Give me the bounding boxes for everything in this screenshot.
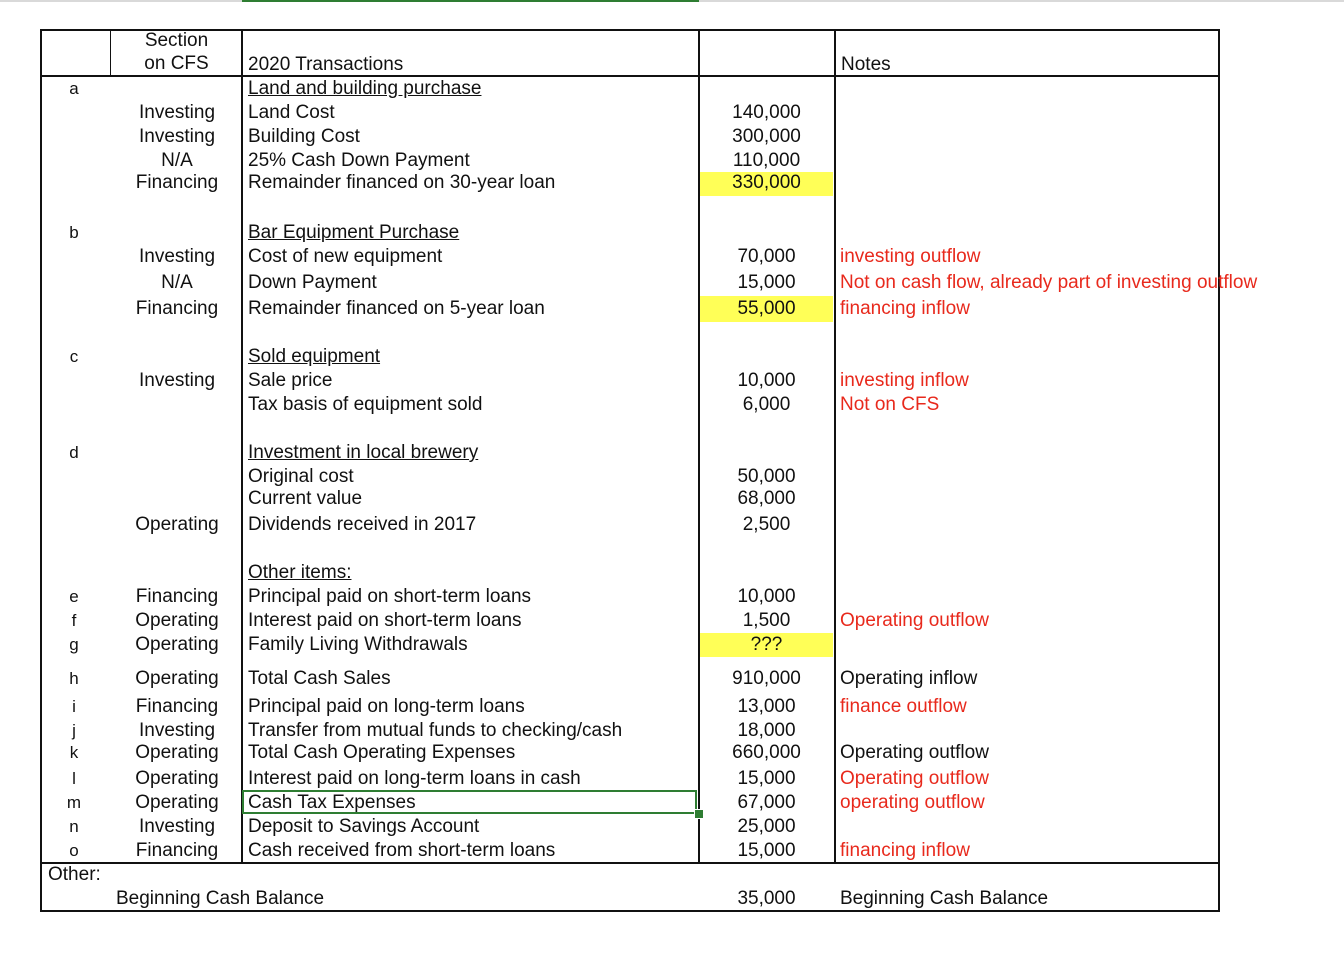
amount-cell[interactable]: 110,000 — [732, 150, 801, 171]
row-letter: o — [69, 841, 79, 860]
note-cell[interactable]: finance outflow — [840, 696, 967, 717]
row-letter: j — [72, 721, 76, 740]
description-cell[interactable]: Sale price — [248, 370, 333, 391]
description-cell[interactable]: Remainder financed on 30-year loan — [248, 172, 556, 193]
header-transactions: 2020 Transactions — [248, 54, 404, 75]
note-cell[interactable]: Operating outflow — [840, 610, 989, 631]
section-cell[interactable]: Operating — [135, 634, 219, 655]
row-letter: h — [69, 669, 79, 688]
group-title-b: Bar Equipment Purchase — [248, 222, 460, 243]
row-letter-b: b — [69, 223, 79, 242]
other-label: Other: — [48, 864, 101, 885]
description-cell[interactable]: Building Cost — [248, 126, 360, 147]
section-cell[interactable]: Operating — [135, 514, 219, 535]
amount-cell[interactable]: 25,000 — [737, 816, 796, 837]
description-cell[interactable]: Principal paid on long-term loans — [248, 696, 525, 717]
amount-cell[interactable]: 67,000 — [737, 792, 796, 813]
fill-handle[interactable] — [694, 809, 704, 819]
description-cell[interactable]: Remainder financed on 5-year loan — [248, 298, 545, 319]
description-cell[interactable]: 25% Cash Down Payment — [248, 150, 470, 171]
amount-cell[interactable]: 13,000 — [737, 696, 796, 717]
note-cell[interactable]: investing inflow — [840, 370, 969, 391]
row-letter: i — [72, 697, 76, 716]
section-cell[interactable]: Operating — [135, 668, 219, 689]
beginning-cash-amount[interactable]: 35,000 — [737, 888, 796, 909]
group-title-d: Investment in local brewery — [248, 442, 479, 463]
amount-cell[interactable]: 910,000 — [732, 668, 801, 689]
row-letter-d: d — [69, 443, 79, 462]
section-cell[interactable]: Financing — [135, 586, 219, 607]
description-cell[interactable]: Principal paid on short-term loans — [248, 586, 532, 607]
description-cell[interactable]: Total Cash Sales — [248, 668, 391, 689]
description-cell[interactable]: Cost of new equipment — [248, 246, 443, 267]
description-cell[interactable]: Land Cost — [248, 102, 335, 123]
beginning-cash-label[interactable]: Beginning Cash Balance — [116, 888, 325, 909]
description-cell[interactable]: Original cost — [248, 466, 354, 487]
section-cell[interactable]: Operating — [135, 792, 219, 813]
amount-cell[interactable]: 2,500 — [742, 514, 791, 535]
section-cell[interactable]: Investing — [138, 246, 216, 267]
group-title-c: Sold equipment — [248, 346, 381, 367]
amount-cell[interactable]: 1,500 — [742, 610, 791, 631]
section-cell[interactable]: N/A — [161, 272, 193, 293]
description-cell[interactable]: Total Cash Operating Expenses — [248, 742, 516, 763]
section-cell[interactable]: Investing — [138, 102, 216, 123]
note-cell[interactable]: investing outflow — [840, 246, 981, 267]
row-letter: l — [72, 769, 76, 788]
amount-cell[interactable]: 70,000 — [737, 246, 796, 267]
description-cell[interactable]: Current value — [248, 488, 363, 509]
description-cell[interactable]: Interest paid on long-term loans in cash — [248, 768, 581, 789]
section-cell[interactable]: N/A — [161, 150, 193, 171]
amount-cell[interactable]: 10,000 — [737, 370, 796, 391]
amount-cell[interactable]: 6,000 — [742, 394, 791, 415]
header-section-line2: on CFS — [144, 53, 209, 74]
amount-cell[interactable]: ??? — [750, 634, 783, 655]
amount-cell[interactable]: 660,000 — [732, 742, 801, 763]
description-cell[interactable]: Family Living Withdrawals — [248, 634, 468, 655]
beginning-cash-note[interactable]: Beginning Cash Balance — [840, 888, 1049, 909]
note-cell[interactable]: financing inflow — [840, 298, 970, 319]
amount-cell[interactable]: 10,000 — [737, 586, 796, 607]
amount-cell[interactable]: 300,000 — [732, 126, 801, 147]
row-letter: k — [69, 743, 79, 762]
description-cell[interactable]: Interest paid on short-term loans — [248, 610, 522, 631]
row-letter: g — [69, 635, 79, 654]
amount-cell[interactable]: 330,000 — [732, 172, 801, 193]
section-cell[interactable]: Financing — [135, 172, 219, 193]
section-cell[interactable]: Operating — [135, 768, 219, 789]
amount-cell[interactable]: 55,000 — [737, 298, 796, 319]
amount-cell[interactable]: 50,000 — [737, 466, 796, 487]
note-cell[interactable]: Not on CFS — [840, 394, 940, 415]
note-cell[interactable]: financing inflow — [840, 840, 970, 861]
amount-cell[interactable]: 140,000 — [732, 102, 801, 123]
row-letter-a: a — [69, 79, 79, 98]
amount-cell[interactable]: 15,000 — [737, 840, 796, 861]
note-cell[interactable]: operating outflow — [840, 792, 985, 813]
amount-cell[interactable]: 68,000 — [737, 488, 796, 509]
note-cell[interactable]: Not on cash flow, already part of investing outflow — [840, 272, 1258, 293]
note-cell[interactable]: Operating outflow — [840, 768, 989, 789]
row-letter-c: c — [69, 347, 79, 366]
section-cell[interactable]: Financing — [135, 298, 219, 319]
amount-cell[interactable]: 15,000 — [737, 272, 796, 293]
section-cell[interactable]: Financing — [135, 696, 219, 717]
row-letter: e — [69, 587, 79, 606]
group-title-a: Land and building purchase — [248, 78, 482, 99]
description-cell[interactable]: Transfer from mutual funds to checking/cash — [248, 720, 623, 741]
header-notes: Notes — [841, 54, 891, 75]
section-cell[interactable]: Investing — [138, 720, 216, 741]
description-cell[interactable]: Down Payment — [248, 272, 377, 293]
description-cell[interactable]: Cash received from short-term loans — [248, 840, 556, 861]
row-letter: n — [69, 817, 79, 836]
group-title-other-items: Other items: — [248, 562, 352, 583]
selected-cell-outline[interactable] — [242, 790, 697, 814]
section-cell[interactable]: Financing — [135, 840, 219, 861]
note-cell[interactable]: Operating inflow — [840, 668, 978, 689]
section-cell[interactable]: Investing — [138, 816, 216, 837]
amount-cell[interactable]: 18,000 — [737, 720, 796, 741]
section-cell[interactable]: Investing — [138, 126, 216, 147]
row-letter: m — [66, 793, 82, 812]
description-cell[interactable]: Dividends received in 2017 — [248, 514, 477, 535]
section-cell[interactable]: Operating — [135, 610, 219, 631]
amount-cell[interactable]: 15,000 — [737, 768, 796, 789]
description-cell[interactable]: Tax basis of equipment sold — [248, 394, 483, 415]
section-cell[interactable]: Operating — [135, 742, 219, 763]
section-cell[interactable]: Investing — [138, 370, 216, 391]
description-cell[interactable]: Deposit to Savings Account — [248, 816, 480, 837]
row-letter: f — [71, 611, 77, 630]
description-cell-selected[interactable]: Cash Tax Expenses — [248, 792, 416, 813]
header-section-line1: Section — [144, 30, 209, 51]
note-cell[interactable]: Operating outflow — [840, 742, 989, 763]
column-selection-indicator — [242, 0, 699, 2]
